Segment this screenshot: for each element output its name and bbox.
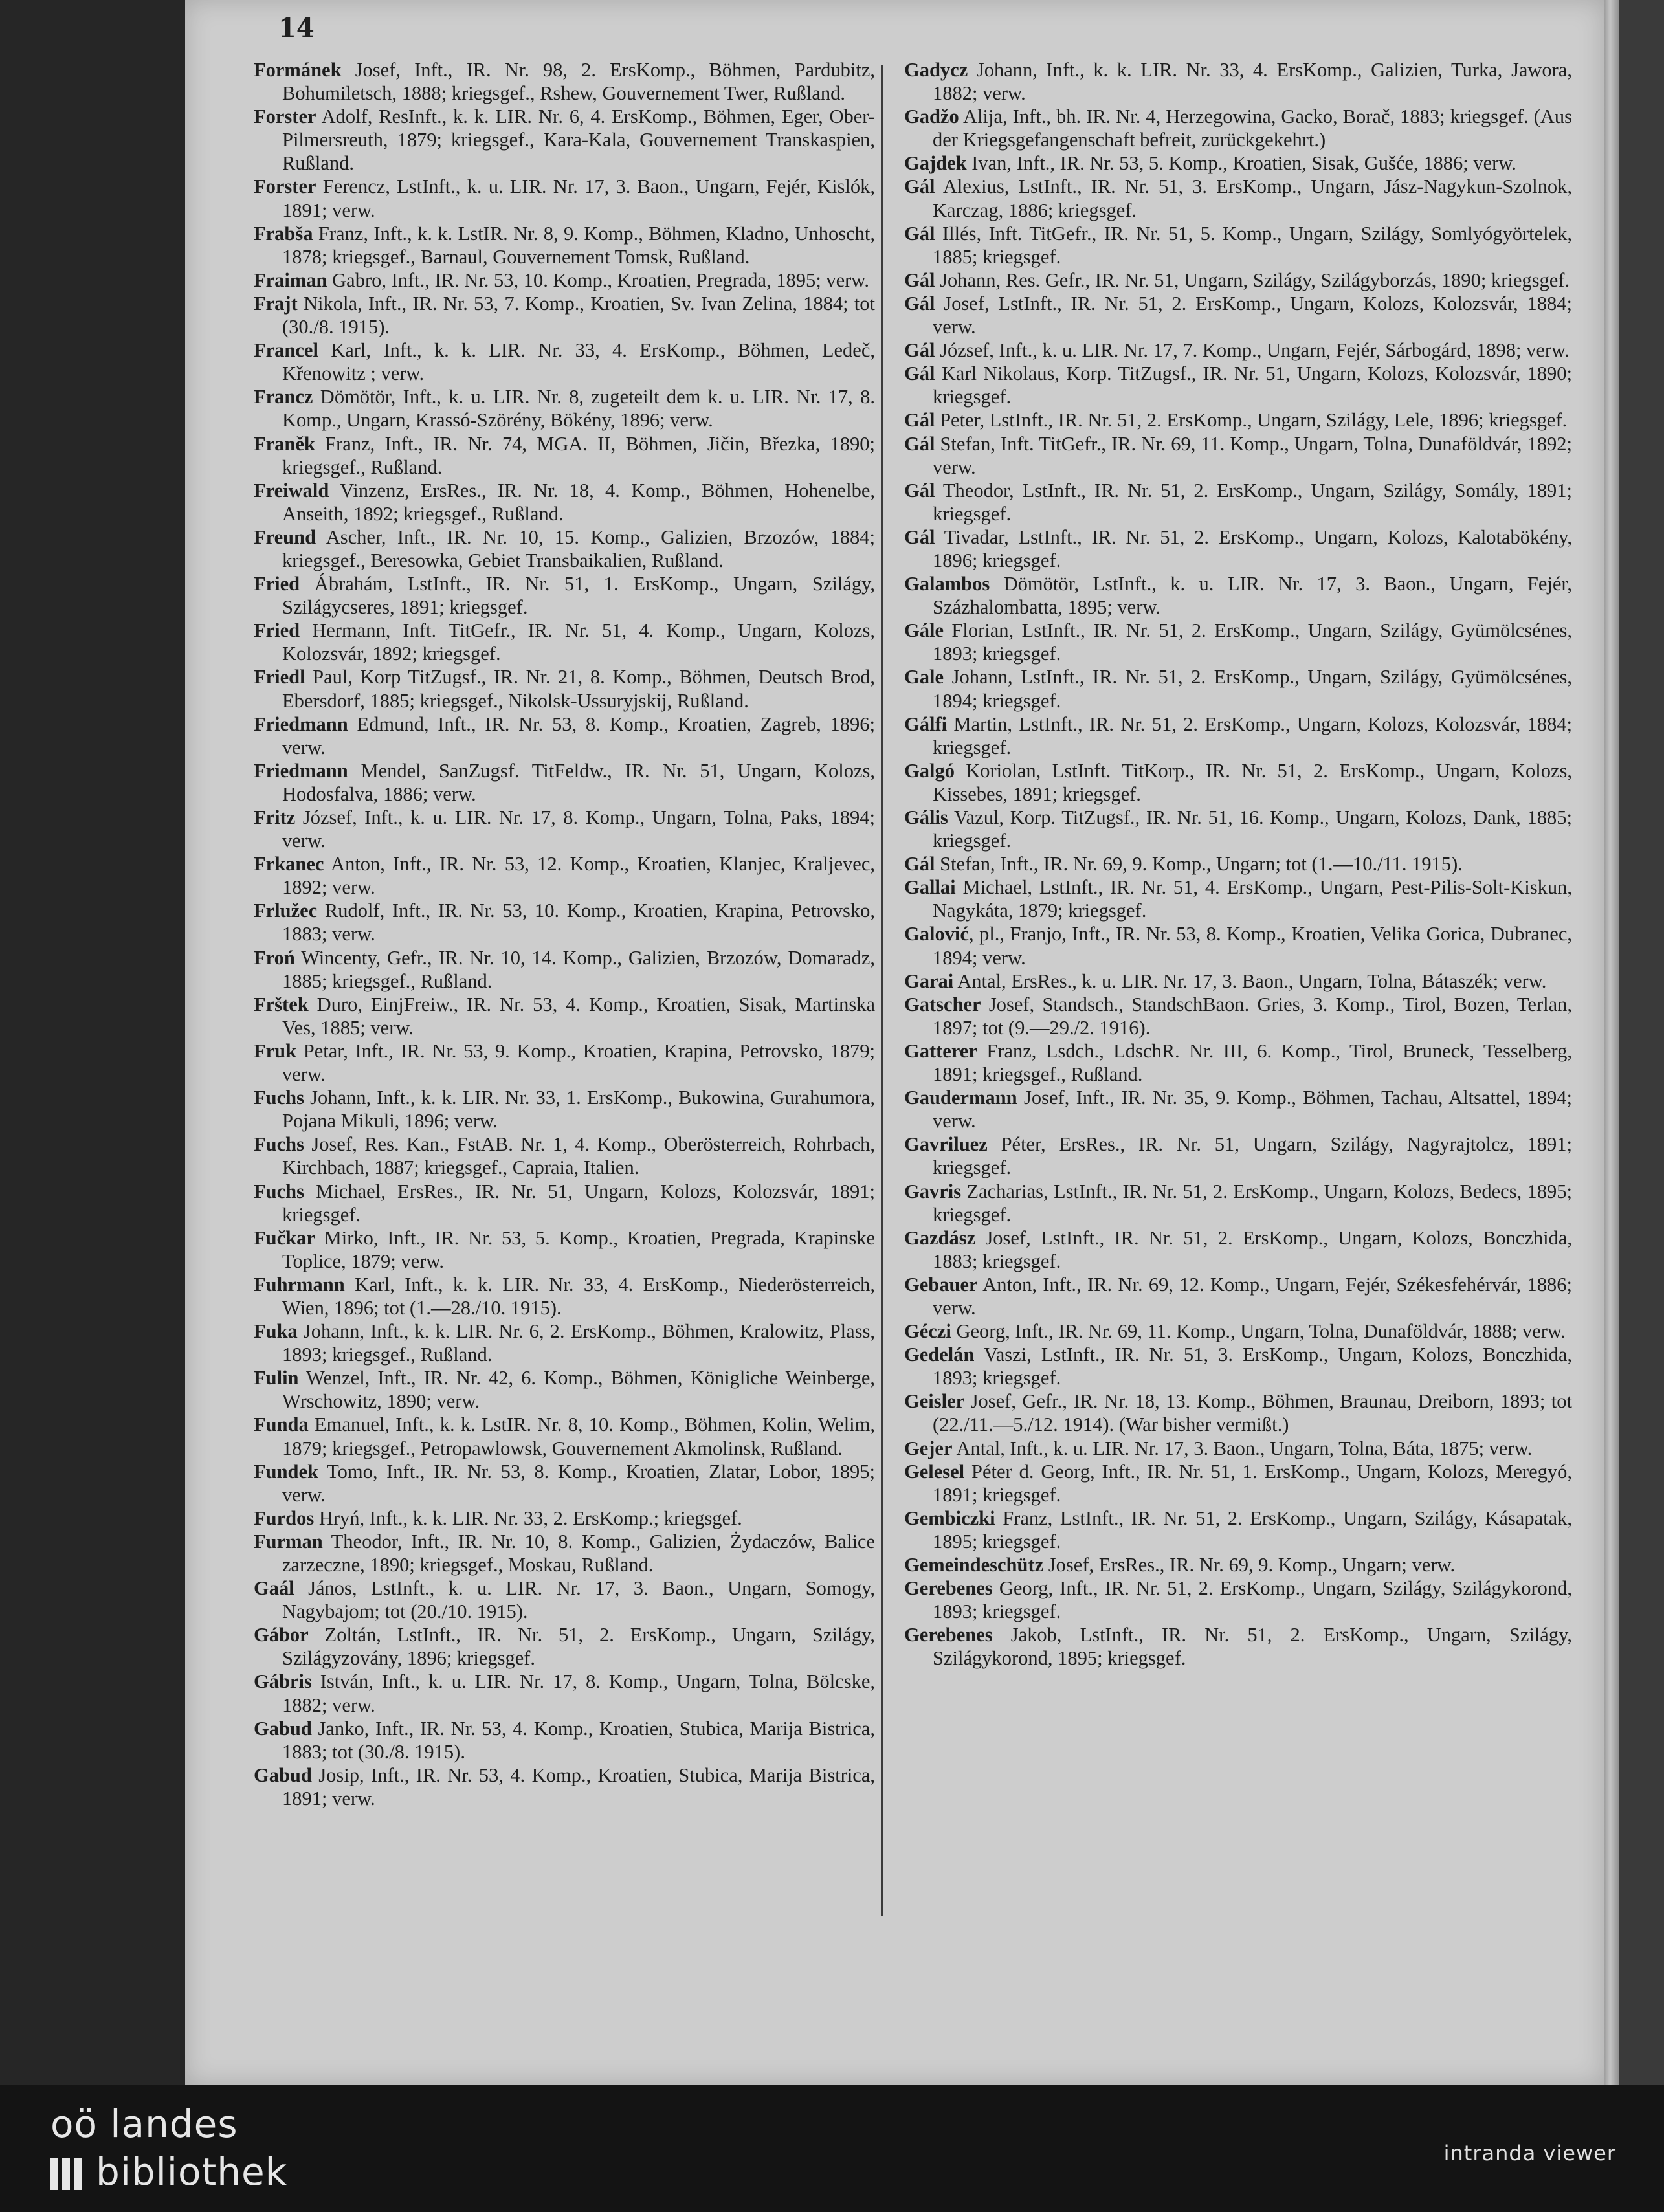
- entry-surname: Formánek: [254, 59, 342, 81]
- entry-surname: Fried: [254, 619, 300, 642]
- entry-surname: Frabša: [254, 222, 313, 245]
- register-entry: [254, 1530, 875, 1576]
- register-entry: [254, 1226, 875, 1273]
- entry-surname: Fršt​ek: [254, 993, 309, 1015]
- entry-surname: Furdos: [254, 1507, 315, 1529]
- register-entry: [254, 292, 875, 338]
- entry-surname: Forster: [254, 105, 316, 128]
- register-entry: [254, 222, 875, 269]
- entry-details: Franz, Inft., IR. Nr. 74, MGA. II, Böhmen, Jičin, Březka, 1890; kriegsgef., Rußland.: [282, 432, 875, 478]
- register-entry: [904, 993, 1572, 1039]
- entry-details: Zacharias, LstInft., IR. Nr. 51, 2. ErsKomp., Ungarn, Kolozs, Bedecs, 1895; kriegsgef.: [933, 1180, 1572, 1226]
- register-entry: [254, 1133, 875, 1179]
- register-entry: [254, 1460, 875, 1507]
- right-column: [904, 58, 1572, 1670]
- entry-surname: Gale: [904, 666, 944, 689]
- entry-details: Johann, Res. Gefr., IR. Nr. 51, Ungarn, Szilágy, Szilágyborzás, 1890; kriegsgef.: [935, 269, 1570, 291]
- entry-surname: Gaudermann: [904, 1087, 1017, 1109]
- entry-details: Wincenty, Gefr., IR. Nr. 10, 14. Komp., Galizien, Brzozów, Domaradz, 1885; kriegsgef., Rußland.: [282, 946, 875, 992]
- entry-surname: Gál: [904, 479, 935, 502]
- entry-surname: Fruk: [254, 1039, 297, 1062]
- register-entry: [254, 946, 875, 993]
- register-entry: [904, 222, 1572, 269]
- register-entry: [904, 338, 1572, 362]
- entry-details: József, Inft., k. u. LIR. Nr. 17, 8. Komp., Ungarn, Tolna, Paks, 1894; verw.: [282, 806, 875, 852]
- entry-details: Josef, Standsch., StandschBaon. Gries, 3. Komp., Tirol, Bozen, Terlan, 1897; tot (9.—29./2. 1916).: [933, 993, 1572, 1039]
- register-entry: [254, 1039, 875, 1086]
- register-entry: [904, 362, 1572, 408]
- entry-details: Ivan, Inft., IR. Nr. 53, 5. Komp., Kroatien, Sisak, Gušće, 1886; verw.: [966, 152, 1516, 175]
- entry-details: Anton, Inft., IR. Nr. 69, 12. Komp., Ungarn, Fejér, Székesfehérvár, 1886; verw.: [933, 1273, 1572, 1319]
- register-entry: [904, 1133, 1572, 1179]
- register-entry: [254, 175, 875, 221]
- entry-surname: Froń: [254, 946, 295, 969]
- entry-details: Tomo, Inft., IR. Nr. 53, 8. Komp., Kroatien, Zlatar, Lobor, 1895; verw.: [282, 1460, 875, 1506]
- register-entry: [904, 1623, 1572, 1670]
- register-entry: [254, 1413, 875, 1459]
- entry-surname: Freiwald: [254, 479, 329, 502]
- entry-surname: Galambos: [904, 573, 990, 595]
- entry-details: Josef, Inft., IR. Nr. 35, 9. Komp., Böhmen, Tachau, Altsattel, 1894; verw.: [933, 1087, 1572, 1133]
- entry-surname: Friedl: [254, 666, 305, 689]
- entry-details: Johann, Inft., k. k. LIR. Nr. 6, 2. ErsKomp., Böhmen, Kralowitz, Plass, 1893; kriegsgef., Rußland.: [282, 1320, 875, 1366]
- entry-surname: Gavriluez: [904, 1133, 988, 1156]
- register-entry: [254, 269, 875, 292]
- register-entry: [904, 1576, 1572, 1623]
- entry-details: Franz, Inft., k. k. LstIR. Nr. 8, 9. Komp., Böhmen, Kladno, Unhoscht, 1878; kriegsgef., Barnaul, Gouvernement Tomsk, Rußland.: [282, 222, 875, 268]
- register-entry: [254, 338, 875, 385]
- entry-details: Mirko, Inft., IR. Nr. 53, 5. Komp., Kroatien, Pregrada, Krapinske Toplice, 1879; verw.: [282, 1226, 875, 1272]
- entry-details: József, Inft., k. u. LIR. Nr. 17, 7. Komp., Ungarn, Fejér, Sárbogárd, 1898; verw.: [935, 339, 1570, 362]
- register-entry: [254, 665, 875, 712]
- entry-surname: Gadycz: [904, 59, 968, 81]
- entry-surname: Fuka: [254, 1320, 298, 1343]
- entry-surname: Gábor: [254, 1624, 309, 1646]
- entry-details: Jakob, LstInft., IR. Nr. 51, 2. ErsKomp., Ungarn, Szilágy, Szilágykorond, 1895; kriegsgef.: [933, 1624, 1572, 1670]
- entry-details: Ábrahám, LstInft., IR. Nr. 51, 1. ErsKomp., Ungarn, Szilágy, Szilágycseres, 1891; kriegsgef.: [282, 573, 875, 619]
- entry-surname: Frkanec: [254, 853, 324, 876]
- entry-surname: Fried: [254, 573, 300, 595]
- entry-details: János, LstInft., k. u. LIR. Nr. 17, 3. Baon., Ungarn, Somogy, Nagybajom; tot (20./10. 1915).: [282, 1577, 875, 1623]
- entry-surname: Fučkar: [254, 1226, 315, 1249]
- entry-details: Franz, LstInft., IR. Nr. 51, 2. ErsKomp., Ungarn, Szilágy, Kásapatak, 1895; kriegsgef.: [933, 1507, 1572, 1553]
- entry-surname: Gál: [904, 175, 935, 198]
- entry-details: Dömötör, Inft., k. u. LIR. Nr. 8, zugeteilt dem k. u. LIR. Nr. 17, 8. Komp., Ungarn, Krassó-Szörény, Bökény, 1896; verw.: [282, 386, 875, 432]
- register-entry: [904, 572, 1572, 619]
- entry-details: Edmund, Inft., IR. Nr. 53, 8. Komp., Kroatien, Zagreb, 1896; verw.: [282, 713, 875, 758]
- entry-details: Antal, ErsRes., k. u. LIR. Nr. 17, 3. Baon., Ungarn, Tolna, Bátaszék; verw.: [953, 969, 1547, 992]
- register-entry: [904, 105, 1572, 151]
- entry-details: Stefan, Inft., IR. Nr. 69, 9. Komp., Ungarn; tot (1.—10./11. 1915).: [935, 853, 1463, 876]
- entry-details: Adolf, ResInft., k. k. LIR. Nr. 6, 4. ErsKomp., Böhmen, Eger, Ober-Pilmersreuth, 1879; kriegsgef., Kara-Kala, Gouvernement Transkaspien, Rußland.: [282, 105, 875, 175]
- entry-surname: Gaál: [254, 1577, 294, 1600]
- entry-details: Zoltán, LstInft., IR. Nr. 51, 2. ErsKomp., Ungarn, Szilágy, Szilágyzovány, 1896; kriegsgef.: [282, 1624, 875, 1670]
- register-entry: [254, 759, 875, 806]
- register-entry: [904, 665, 1572, 712]
- register-entry: [904, 151, 1572, 175]
- register-entry: [254, 1507, 875, 1530]
- entry-details: Tivadar, LstInft., IR. Nr. 51, 2. ErsKomp., Ungarn, Kolozs, Kalotabökény, 1896; kriegsgef.: [933, 525, 1572, 571]
- entry-details: Alija, Inft., bh. IR. Nr. 4, Herzegowina, Gacko, Borač, 1883; kriegsgef. (Aus der Kriegsgefangenschaft befreit, zurückgekehrt.): [933, 105, 1572, 151]
- register-entry: [904, 432, 1572, 479]
- entry-surname: Gallai: [904, 876, 956, 899]
- entry-surname: Gál: [904, 362, 935, 385]
- entry-details: Hryń, Inft., k. k. LIR. Nr. 33, 2. ErsKomp.; kriegsgef.: [314, 1507, 742, 1529]
- entry-surname: Gál: [904, 409, 935, 432]
- register-entry: [254, 1180, 875, 1226]
- register-entry: [904, 619, 1572, 665]
- register-entry: [904, 525, 1572, 572]
- entry-details: Josef, Inft., IR. Nr. 98, 2. ErsKomp., Böhmen, Pardubitz, Bohumiletsch, 1888; kriegsgef., Rshew, Gouvernement Twer, Rußland.: [282, 59, 875, 105]
- entry-details: Duro, EinjFreiw., IR. Nr. 53, 4. Komp., Kroatien, Sisak, Martinska Ves, 1885; verw.: [282, 993, 875, 1039]
- entry-surname: Franěk: [254, 432, 315, 455]
- register-entry: [904, 408, 1572, 432]
- entry-details: István, Inft., k. u. LIR. Nr. 17, 8. Komp., Ungarn, Tolna, Bölcske, 1882; verw.: [282, 1670, 875, 1716]
- entry-details: Karl, Inft., k. k. LIR. Nr. 33, 4. ErsKomp., Niederösterreich, Wien, 1896; tot (1.—28./10. 1915).: [282, 1273, 875, 1319]
- register-entry: [254, 1717, 875, 1764]
- register-entry: [904, 852, 1572, 876]
- entry-surname: Gál: [904, 269, 935, 291]
- register-entry: [904, 479, 1572, 525]
- entry-surname: Gembiczki: [904, 1507, 995, 1529]
- register-entry: [254, 1273, 875, 1320]
- register-entry: [254, 58, 875, 105]
- entry-details: Emanuel, Inft., k. k. LstIR. Nr. 8, 10. Komp., Böhmen, Kolin, Welim, 1879; kriegsgef., Petropawlowsk, Gouvernement Akmolinsk, Rußland.: [282, 1413, 875, 1459]
- entry-details: Georg, Inft., IR. Nr. 69, 11. Komp., Ungarn, Tolna, Dunaföldvár, 1888; verw.: [951, 1320, 1566, 1343]
- register-entry: [254, 993, 875, 1039]
- entry-details: Vaszi, LstInft., IR. Nr. 51, 3. ErsKomp., Ungarn, Kolozs, Bonczhida, 1893; kriegsgef.: [933, 1344, 1572, 1389]
- register-entry: [254, 385, 875, 432]
- logo-text-line1: oö landes: [50, 2102, 238, 2146]
- register-entry: [904, 1343, 1572, 1389]
- entry-surname: Friedmann: [254, 713, 348, 735]
- register-entry: [904, 1039, 1572, 1086]
- entry-details: Theodor, LstInft., IR. Nr. 51, 2. ErsKomp., Ungarn, Szilágy, Somály, 1891; kriegsgef.: [933, 479, 1572, 525]
- entry-details: , pl., Franjo, Inft., IR. Nr. 53, 8. Komp., Kroatien, Velika Gorica, Dubranec, 1894; verw.: [933, 923, 1572, 969]
- entry-details: Karl, Inft., k. k. LIR. Nr. 33, 4. ErsKomp., Böhmen, Ledeč, Křenowitz ; verw.: [282, 339, 875, 385]
- entry-details: Wenzel, Inft., IR. Nr. 42, 6. Komp., Böhmen, Königliche Weinberge, Wrschowitz, 1890; verw.: [282, 1367, 875, 1413]
- entry-surname: Funda: [254, 1413, 309, 1436]
- entry-surname: Gazdász: [904, 1226, 976, 1249]
- entry-details: Johann, Inft., k. k. LIR. Nr. 33, 1. ErsKomp., Bukowina, Gurahumora, Pojana Mikuli, 1896; verw.: [282, 1087, 875, 1133]
- register-entry: [904, 58, 1572, 105]
- entry-surname: Gál: [904, 525, 935, 548]
- entry-surname: Frlužec: [254, 900, 318, 922]
- entry-details: Franz, Lsdch., LdschR. Nr. III, 6. Komp., Tirol, Bruneck, Tesselberg, 1891; kriegsgef., Rußland.: [933, 1039, 1572, 1086]
- entry-surname: Freund: [254, 525, 316, 548]
- entry-surname: Fuchs: [254, 1180, 304, 1202]
- register-entry: [254, 1623, 875, 1670]
- viewer-label: intranda viewer: [1443, 2141, 1616, 2165]
- entry-details: Illés, Inft. TitGefr., IR. Nr. 51, 5. Komp., Ungarn, Szilágy, Somlyógyörtelek, 1885; kriegsgef.: [933, 222, 1572, 268]
- page-number: 14: [278, 13, 315, 43]
- entry-details: Stefan, Inft. TitGefr., IR. Nr. 69, 11. Komp., Ungarn, Tolna, Dunaföldvár, 1892; verw.: [933, 432, 1572, 478]
- entry-surname: Fuhrmann: [254, 1273, 345, 1296]
- entry-details: Johann, LstInft., IR. Nr. 51, 2. ErsKomp., Ungarn, Szilágy, Gyümölcsénes, 1894; kriegsgef.: [933, 666, 1572, 712]
- register-entry: [904, 292, 1572, 338]
- entry-details: Ferencz, LstInft., k. u. LIR. Nr. 17, 3. Baon., Ungarn, Fejér, Kislók, 1891; verw.: [282, 175, 875, 221]
- entry-surname: Gál: [904, 853, 935, 876]
- register-entry: [904, 1389, 1572, 1436]
- entry-details: Hermann, Inft. TitGefr., IR. Nr. 51, 4. Komp., Ungarn, Kolozs, Kolozsvár, 1892; kriegsgef.: [282, 619, 875, 665]
- column-divider: [881, 65, 883, 1916]
- entry-details: Florian, LstInft., IR. Nr. 51, 2. ErsKomp., Ungarn, Szilágy, Gyümölcsénes, 1893; kriegsgef.: [933, 619, 1572, 665]
- entry-surname: Gále: [904, 619, 944, 642]
- entry-details: Josef, Res. Kan., FstAB. Nr. 1, 4. Komp., Oberösterreich, Rohrbach, Kirchbach, 1887; kriegsgef., Capraia, Italien.: [282, 1133, 875, 1179]
- entry-surname: Gatscher: [904, 993, 981, 1015]
- entry-details: Ascher, Inft., IR. Nr. 10, 15. Komp., Galizien, Brzozów, 1884; kriegsgef., Beresowka, Gebiet Transbaikalien, Rußland.: [282, 525, 875, 571]
- register-entry: [904, 269, 1572, 292]
- entry-surname: Gavris: [904, 1180, 962, 1202]
- entry-details: Péter, ErsRes., IR. Nr. 51, Ungarn, Szilágy, Nagyrajtolcz, 1891; kriegsgef.: [933, 1133, 1572, 1179]
- entry-surname: Geisler: [904, 1390, 965, 1413]
- entry-details: Vazul, Korp. TitZugsf., IR. Nr. 51, 16. Komp., Ungarn, Kolozs, Dank, 1885; kriegsgef.: [933, 806, 1572, 852]
- entry-surname: Gelesel: [904, 1460, 965, 1483]
- entry-details: Martin, LstInft., IR. Nr. 51, 2. ErsKomp., Ungarn, Kolozs, Kolozsvár, 1884; kriegsgef.: [933, 713, 1572, 758]
- entry-details: Theodor, Inft., IR. Nr. 10, 8. Komp., Galizien, Żydaczów, Balice zarzeczne, 1890; kriegsgef., Moskau, Rußland.: [282, 1530, 875, 1576]
- entry-details: Michael, ErsRes., IR. Nr. 51, Ungarn, Kolozs, Kolozsvár, 1891; kriegsgef.: [282, 1180, 875, 1226]
- entry-surname: Gemeindeschütz: [904, 1554, 1044, 1576]
- entry-surname: Géczi: [904, 1320, 951, 1343]
- entry-details: Péter d. Georg, Inft., IR. Nr. 51, 1. ErsKomp., Ungarn, Kolozs, Meregyó, 1891; kriegsgef.: [933, 1460, 1572, 1506]
- register-entry: [254, 1764, 875, 1810]
- entry-surname: Gabud: [254, 1764, 312, 1786]
- register-entry: [904, 1437, 1572, 1460]
- entry-details: Georg, Inft., IR. Nr. 51, 2. ErsKomp., Ungarn, Szilágy, Szilágykorond, 1893; kriegsgef.: [933, 1577, 1572, 1623]
- register-entry: [254, 572, 875, 619]
- entry-surname: Garai: [904, 969, 954, 992]
- register-entry: [904, 713, 1572, 759]
- register-entry: [904, 1553, 1572, 1576]
- logo-text-line2: bibliothek: [96, 2150, 288, 2194]
- entry-details: Petar, Inft., IR. Nr. 53, 9. Komp., Kroatien, Krapina, Petrovsko, 1879; verw.: [282, 1039, 875, 1086]
- entry-details: Josef, LstInft., IR. Nr. 51, 2. ErsKomp., Ungarn, Kolozs, Bonczhida, 1883; kriegsgef.: [933, 1226, 1572, 1272]
- entry-details: Rudolf, Inft., IR. Nr. 53, 10. Komp., Kroatien, Krapina, Petrovsko, 1883; verw.: [282, 900, 875, 946]
- entry-surname: Fulin: [254, 1367, 299, 1389]
- register-entry: [904, 1226, 1572, 1273]
- entry-surname: Gajdek: [904, 152, 967, 175]
- entry-surname: Gális: [904, 806, 948, 828]
- entry-surname: Furman: [254, 1530, 323, 1553]
- entry-details: Paul, Korp TitZugsf., IR. Nr. 21, 8. Komp., Böhmen, Deutsch Brod, Ebersdorf, 1885; kriegsgef., Nikolsk-Ussuryjskij, Rußland.: [282, 666, 875, 712]
- entry-details: Nikola, Inft., IR. Nr. 53, 7. Komp., Kroatien, Sv. Ivan Zelina, 1884; tot (30./8. 1915).: [282, 292, 875, 338]
- entry-surname: Gerebenes: [904, 1577, 993, 1600]
- entry-surname: Gál: [904, 292, 935, 315]
- entry-details: Koriolan, LstInft. TitKorp., IR. Nr. 51, 2. ErsKomp., Ungarn, Kolozs, Kissebes, 1891; kriegsgef.: [933, 759, 1572, 805]
- entry-details: Josip, Inft., IR. Nr. 53, 4. Komp., Kroatien, Stubica, Marija Bistrica, 1891; verw.: [282, 1764, 875, 1809]
- register-entry: [254, 713, 875, 759]
- entry-surname: Fritz: [254, 806, 296, 828]
- entry-details: Michael, LstInft., IR. Nr. 51, 4. ErsKomp., Ungarn, Pest-Pilis-Solt-Kiskun, Nagykáta, 1879; kriegsgef.: [933, 876, 1572, 922]
- register-entry: [254, 619, 875, 665]
- entry-details: Antal, Inft., k. u. LIR. Nr. 17, 3. Baon., Ungarn, Tolna, Báta, 1875; verw.: [952, 1437, 1533, 1459]
- entry-details: Josef, ErsRes., IR. Nr. 69, 9. Komp., Ungarn; verw.: [1043, 1554, 1456, 1576]
- entry-surname: Francel: [254, 339, 318, 362]
- entry-details: Josef, LstInft., IR. Nr. 51, 2. ErsKomp., Ungarn, Kolozs, Kolozsvár, 1884; verw.: [933, 292, 1572, 338]
- register-entry: [904, 922, 1572, 969]
- register-entry: [254, 432, 875, 479]
- entry-surname: Fuchs: [254, 1133, 304, 1156]
- register-entry: [254, 899, 875, 946]
- register-entry: [254, 105, 875, 175]
- entry-details: Vinzenz, ErsRes., IR. Nr. 18, 4. Komp., Böhmen, Hohenelbe, Anseith, 1892; kriegsgef., Rußland.: [282, 479, 875, 525]
- register-entry: [904, 175, 1572, 221]
- entry-surname: Fraiman: [254, 269, 327, 291]
- entry-details: Janko, Inft., IR. Nr. 53, 4. Komp., Kroatien, Stubica, Marija Bistrica, 1883; tot (30./8. 1915).: [282, 1717, 875, 1763]
- register-entry: [254, 1670, 875, 1716]
- entry-surname: Gál: [904, 339, 935, 362]
- entry-details: Johann, Inft., k. k. LIR. Nr. 33, 4. ErsKomp., Galizien, Turka, Jawora, 1882; verw.: [933, 59, 1572, 105]
- register-entry: [254, 1320, 875, 1366]
- entry-surname: Gatterer: [904, 1039, 977, 1062]
- entry-surname: Gebauer: [904, 1273, 978, 1296]
- entry-surname: Gál: [904, 432, 935, 455]
- entry-surname: Gálfi: [904, 713, 948, 735]
- entry-surname: Gabud: [254, 1717, 312, 1740]
- register-entry: [254, 1366, 875, 1413]
- entry-details: Alexius, LstInft., IR. Nr. 51, 3. ErsKomp., Ungarn, Jász-Nagykun-Szolnok, Karczag, 1886; kriegsgef.: [933, 175, 1572, 221]
- register-entry: [904, 1180, 1572, 1226]
- entry-surname: Fundek: [254, 1460, 319, 1483]
- entry-surname: Gedelán: [904, 1344, 975, 1366]
- register-entry: [904, 1507, 1572, 1553]
- register-entry: [904, 1086, 1572, 1133]
- entry-surname: Gerebenes: [904, 1624, 993, 1646]
- register-entry: [254, 852, 875, 899]
- register-entry: [904, 969, 1572, 993]
- register-entry: [904, 806, 1572, 852]
- entry-details: Gabro, Inft., IR. Nr. 53, 10. Komp., Kroatien, Pregrada, 1895; verw.: [327, 269, 869, 291]
- register-entry: [254, 525, 875, 572]
- entry-surname: Frajt: [254, 292, 298, 315]
- entry-surname: Gábris: [254, 1670, 312, 1693]
- entry-details: Peter, LstInft., IR. Nr. 51, 2. ErsKomp., Ungarn, Szilágy, Lele, 1896; kriegsgef.: [935, 409, 1568, 432]
- entry-surname: Fuchs: [254, 1087, 304, 1109]
- entry-details: Dömötör, LstInft., k. u. LIR. Nr. 17, 3. Baon., Ungarn, Fejér, Százhalombatta, 1895; verw.: [933, 573, 1572, 619]
- entry-surname: Friedmann: [254, 759, 348, 782]
- register-entry: [254, 479, 875, 525]
- entry-details: Anton, Inft., IR. Nr. 53, 12. Komp., Kroatien, Klanjec, Kraljevec, 1892; verw.: [282, 853, 875, 899]
- entry-surname: Gejer: [904, 1437, 953, 1459]
- entry-surname: Forster: [254, 175, 316, 198]
- left-column: [254, 58, 875, 1810]
- entry-surname: Galgó: [904, 759, 955, 782]
- register-entry: [904, 1460, 1572, 1507]
- library-logo[interactable]: [50, 2102, 322, 2199]
- register-entry: [904, 759, 1572, 806]
- entry-surname: Galović: [904, 923, 969, 946]
- page-edge: [1604, 0, 1619, 2085]
- logo-bars-icon: [50, 2158, 89, 2191]
- register-entry: [254, 1576, 875, 1623]
- register-entry: [254, 1086, 875, 1133]
- entry-details: Mendel, SanZugsf. TitFeldw., IR. Nr. 51, Ungarn, Kolozs, Hodosfalva, 1886; verw.: [282, 759, 875, 805]
- entry-surname: Francz: [254, 386, 313, 408]
- register-entry: [904, 1320, 1572, 1343]
- entry-details: Josef, Gefr., IR. Nr. 18, 13. Komp., Böhmen, Braunau, Dreiborn, 1893; tot (22./11.—5./12. 1914). (War bisher vermißt.): [933, 1390, 1572, 1436]
- page-gutter: [1619, 0, 1664, 2085]
- entry-surname: Gadžo: [904, 105, 959, 128]
- register-entry: [904, 876, 1572, 922]
- entry-details: Karl Nikolaus, Korp. TitZugsf., IR. Nr. 51, Ungarn, Kolozs, Kolozsvár, 1890; kriegsgef.: [933, 362, 1572, 408]
- register-entry: [904, 1273, 1572, 1320]
- register-entry: [254, 806, 875, 852]
- entry-surname: Gál: [904, 222, 935, 245]
